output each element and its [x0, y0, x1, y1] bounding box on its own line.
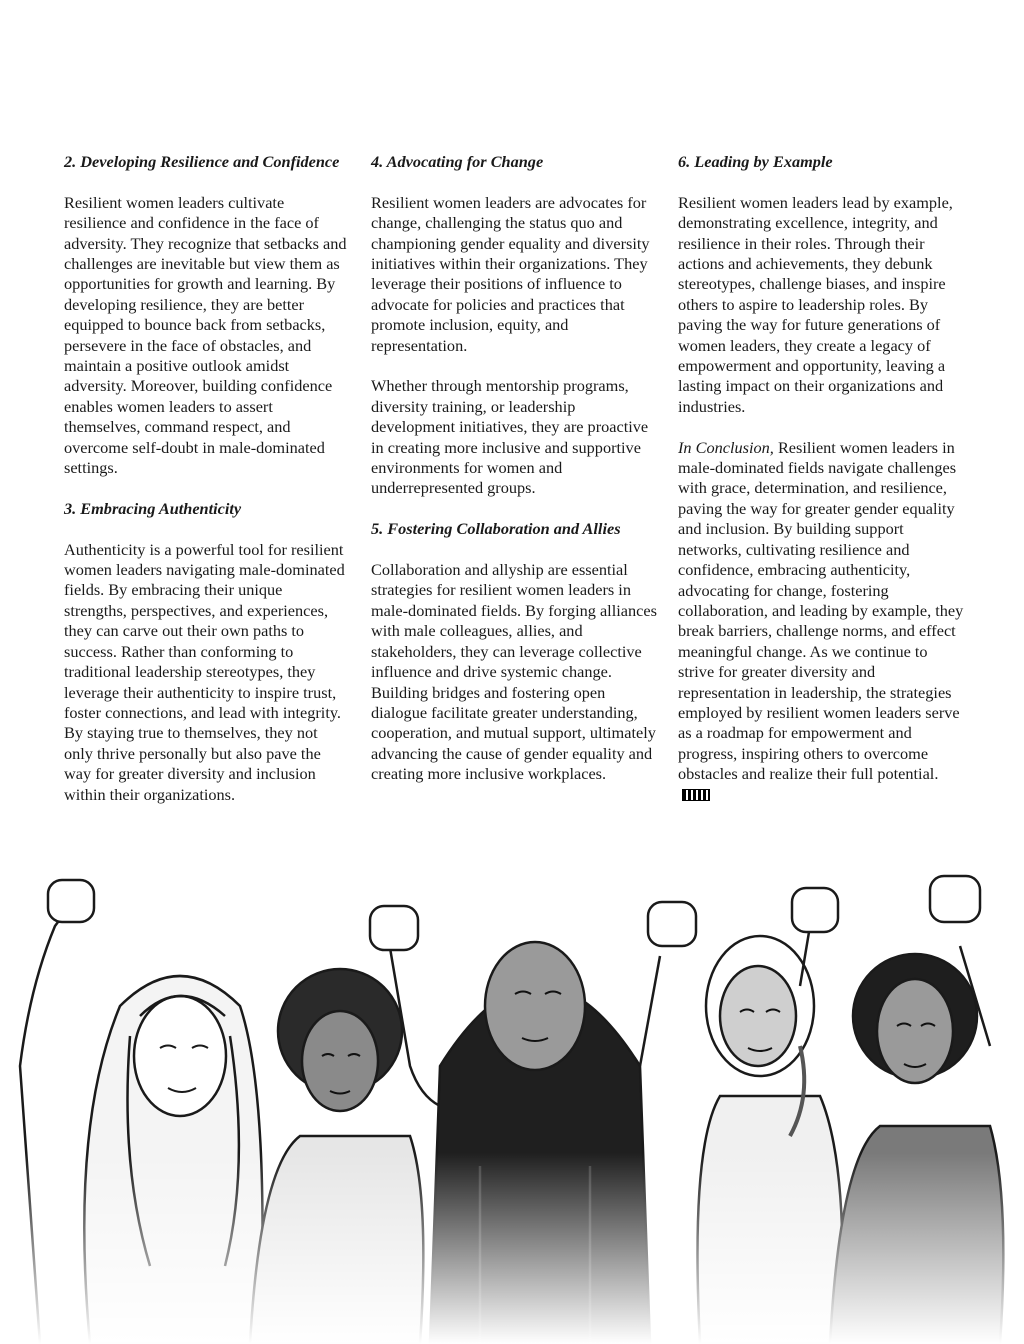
section-heading: 2. Developing Resilience and Confidence: [64, 152, 340, 171]
section-paragraph: Authenticity is a powerful tool for resilient women leaders navigating male-dominated fields. By embracing their unique strengths, perspectives, and experiences, they can carve out their own paths to success. Rather than conforming to traditional leadership stereotypes, they leverage their authenticity to inspire trust, foster connections, and lead with integrity. By staying true to themselves, they not only thrive personally but also pave the way for greater diversity and inclusion within their organizations.: [64, 539, 345, 804]
section-heading: 4. Advocating for Change: [371, 152, 544, 171]
section-paragraph: Resilient women leaders lead by example, demonstrating excellence, integrity, and resilience in their roles. Through their actions and achievements, they debunk stereotypes, challenge biases, and inspire others to aspire to leadership roles. By paving the way for future generations of women leaders, they create a legacy of empowerment and opportunity, leaving a lasting impact on their organizations and industries.: [678, 192, 953, 416]
section-paragraph: Resilient women leaders are advocates for change, challenging the status quo and championing gender equality and diversity initiatives within their organizations. They leverage their positions of influence to advocate for policies and practices that promote inclusion, equity, and representation.: [371, 192, 650, 355]
women-raised-fists-illustration: [0, 866, 1024, 1344]
column-3: [678, 152, 964, 805]
section-heading: 3. Embracing Authenticity: [64, 498, 242, 518]
column-1: [64, 152, 348, 805]
section-heading: 6. Leading by Example: [678, 152, 833, 171]
section-paragraph: Collaboration and allyship are essential strategies for resilient women leaders in male-dominated fields. By forging alliances with male colleagues, allies, and stakeholders, they can leverage collective influence and drive systemic change. Building bridges and fostering open dialogue facilitate greater understanding, cooperation, and mutual support, ultimately advancing the cause of gender equality and creating more inclusive workplaces.: [371, 560, 657, 784]
column-2: [371, 152, 657, 785]
section-paragraph: Whether through mentorship programs, diversity training, or leadership development initiatives, they are proactive in creating more inclusive and supportive environments for women and underrepresented groups.: [371, 376, 649, 498]
end-mark-icon: [682, 789, 710, 801]
section-heading: 5. Fostering Collaboration and Allies: [371, 519, 621, 539]
conclusion-text: Resilient women leaders in male-dominated fields navigate challenges with grace, determination, and resilience, paving the way for greater gender equality and inclusion. By building support networks, cultivating resilience and confidence, embracing authenticity, advocating for change, fostering collaboration, and leading by example, they break barriers, challenge norms, and effect meaningful change. As we continue to strive for greater diversity and representation in leadership, the strategies employed by resilient women leaders serve as a roadmap for empowerment and progress, inspiring others to overcome obstacles and realize their full potential.: [678, 437, 964, 784]
section-paragraph: Resilient women leaders cultivate resilience and confidence in the face of adversity. They recognize that setbacks and challenges are inevitable but view them as opportunities for growth and learning. By developing resilience, they are better equipped to bounce back from setbacks, persevere in the face of obstacles, and maintain a positive outlook amidst adversity. Moreover, building confidence enables women leaders to assert themselves, command respect, and overcome self-doubt in male-dominated settings.: [64, 192, 347, 478]
conclusion-paragraph: [678, 438, 964, 805]
conclusion-lead-in: In Conclusion,: [678, 437, 774, 457]
